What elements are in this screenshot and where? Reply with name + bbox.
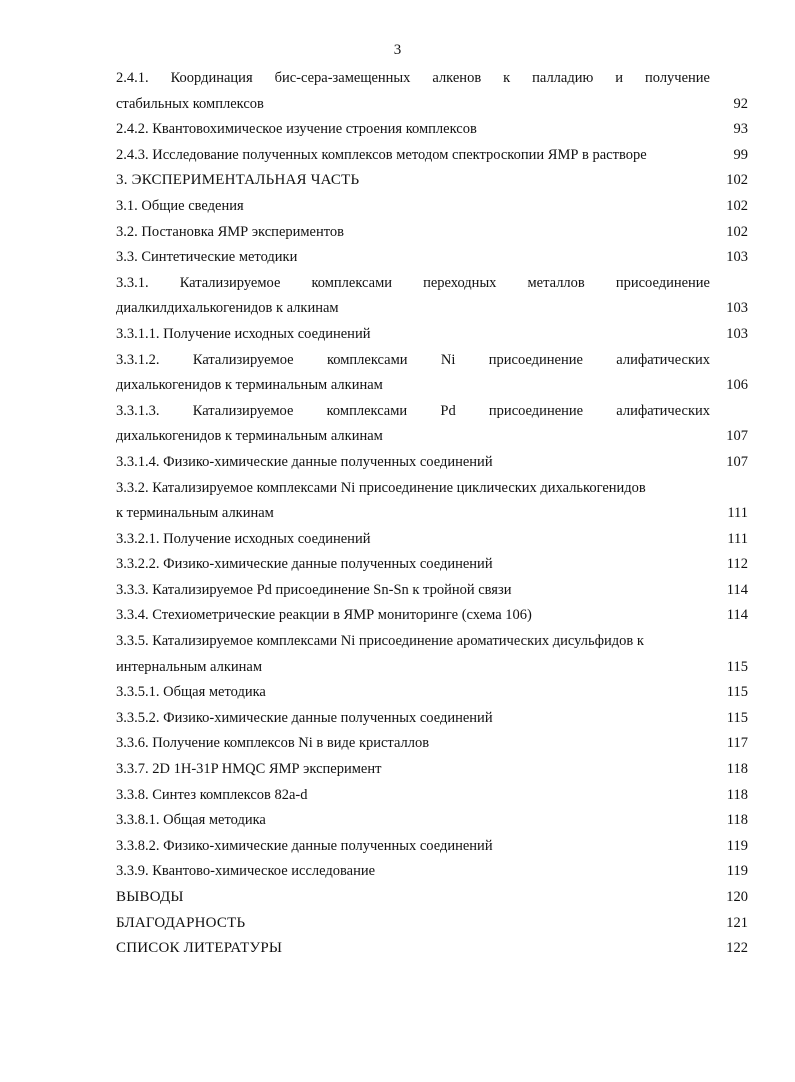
- toc-entry[interactable]: [116, 271, 748, 297]
- toc-entry[interactable]: [116, 296, 748, 322]
- toc-entry[interactable]: [116, 322, 748, 348]
- toc-entry-page: 115: [726, 709, 748, 726]
- toc-entry-text: дихалькогенидов к терминальным алкинам: [116, 377, 383, 394]
- toc-entry[interactable]: [116, 680, 748, 706]
- toc-entry[interactable]: [116, 476, 748, 502]
- toc-entry[interactable]: [116, 936, 748, 962]
- toc-entry-text: интернальным алкинам: [116, 658, 262, 675]
- toc-entry[interactable]: [116, 629, 748, 655]
- toc-entry[interactable]: [116, 655, 748, 681]
- toc-entry[interactable]: [116, 143, 748, 169]
- toc-entry-page: 102: [726, 172, 748, 189]
- toc-entry-page: 112: [726, 556, 748, 573]
- toc-entry[interactable]: [116, 603, 748, 629]
- toc-entry[interactable]: [116, 424, 748, 450]
- toc-entry-page: 103: [726, 325, 748, 342]
- toc-entry-page: 103: [726, 300, 748, 317]
- toc-entry-text: 3.3.2. Катализируемое комплексами Ni присоединение циклических дихалькогенидов: [116, 479, 646, 496]
- toc-entry-page: 122: [726, 940, 748, 957]
- toc-entry[interactable]: [116, 373, 748, 399]
- toc-entry-page: 111: [727, 530, 748, 547]
- toc-entry-text: 2.4.1. Координация бис-сера-замещенных алкенов к палладию и получение: [116, 70, 710, 86]
- toc-entry-page: 114: [726, 607, 748, 624]
- toc-entry-text: 3.3.8. Синтез комплексов 82a-d: [116, 786, 308, 803]
- toc-entry[interactable]: [116, 399, 748, 425]
- toc-entry[interactable]: [116, 66, 748, 92]
- toc-entry-page: 118: [726, 761, 748, 778]
- toc-entry-page: 111: [727, 505, 748, 522]
- toc-entry-text: 2.4.3. Исследование полученных комплексов методом спектроскопии ЯМР в растворе: [116, 146, 647, 163]
- toc-entry-page: 102: [726, 223, 748, 240]
- toc-entry-page: 117: [726, 735, 748, 752]
- toc-entry-page: 119: [726, 837, 748, 854]
- toc-entry-text: 3.3.6. Получение комплексов Ni в виде кристаллов: [116, 735, 430, 752]
- toc-entry[interactable]: [116, 834, 748, 860]
- toc-entry-text: 3.3.1.1. Получение исходных соединений: [116, 325, 371, 342]
- toc-entry-text: 3.3.9. Квантово-химическое исследование: [116, 863, 376, 880]
- toc-entry-page: 118: [726, 812, 748, 829]
- toc-entry[interactable]: [116, 783, 748, 809]
- toc-entry-text: 3.1. Общие сведения: [116, 197, 244, 214]
- toc-entry-text: 3. ЭКСПЕРИМЕНТАЛЬНАЯ ЧАСТЬ: [116, 172, 360, 189]
- toc-entry-text: 3.3.3. Катализируемое Pd присоединение Sn-Sn к тройной связи: [116, 581, 512, 598]
- toc-entry-text: 3.3.1.4. Физико-химические данные полученных соединений: [116, 453, 493, 470]
- toc-entry-page: 103: [726, 249, 748, 266]
- toc-entry-page: 118: [726, 786, 748, 803]
- toc-entry[interactable]: [116, 911, 748, 937]
- toc-entry-text: 3.3.7. 2D 1H-31P HMQC ЯМР эксперимент: [116, 761, 382, 778]
- toc-entry-text: 3.3. Синтетические методики: [116, 249, 298, 266]
- toc-entry-text: 2.4.2. Квантовохимическое изучение строения комплексов: [116, 121, 477, 138]
- table-of-contents: [116, 66, 748, 962]
- toc-entry[interactable]: [116, 578, 748, 604]
- toc-entry-page: 107: [726, 453, 748, 470]
- toc-entry-text: 3.3.5. Катализируемое комплексами Ni присоединение ароматических дисульфидов к: [116, 633, 644, 650]
- toc-entry[interactable]: [116, 527, 748, 553]
- toc-entry-text: 3.3.8.1. Общая методика: [116, 812, 266, 829]
- toc-entry-text: 3.2. Постановка ЯМР экспериментов: [116, 223, 344, 240]
- toc-entry-text: 3.3.2.1. Получение исходных соединений: [116, 530, 371, 547]
- page-number: 3: [393, 42, 402, 58]
- toc-entry[interactable]: [116, 859, 748, 885]
- toc-entry[interactable]: [116, 117, 748, 143]
- toc-entry[interactable]: [116, 220, 748, 246]
- toc-entry[interactable]: [116, 808, 748, 834]
- toc-entry-page: 93: [733, 121, 748, 138]
- toc-entry-page: 114: [726, 581, 748, 598]
- toc-entry-page: 121: [726, 914, 748, 931]
- toc-entry-text: 3.3.5.1. Общая методика: [116, 684, 266, 701]
- toc-entry-text: БЛАГОДАРНОСТЬ: [116, 914, 246, 931]
- toc-entry[interactable]: [116, 194, 748, 220]
- toc-entry-page: 99: [733, 146, 748, 163]
- toc-entry[interactable]: [116, 757, 748, 783]
- toc-entry-text: 3.3.1.3. Катализируемое комплексами Pd присоединение алифатических: [116, 402, 710, 419]
- toc-entry-text: СПИСОК ЛИТЕРАТУРЫ: [116, 940, 283, 957]
- toc-entry[interactable]: [116, 348, 748, 374]
- toc-entry-page: 92: [733, 95, 748, 112]
- toc-entry[interactable]: [116, 706, 748, 732]
- toc-entry[interactable]: [116, 245, 748, 271]
- toc-entry[interactable]: [116, 552, 748, 578]
- toc-entry-text: 3.3.2.2. Физико-химические данные полученных соединений: [116, 556, 493, 573]
- toc-entry-text: дихалькогенидов к терминальным алкинам: [116, 428, 383, 445]
- toc-entry-page: 115: [726, 684, 748, 701]
- toc-entry-page: 102: [726, 197, 748, 214]
- toc-entry-text: 3.3.4. Стехиометрические реакции в ЯМР мониторинге (схема 106): [116, 607, 532, 624]
- toc-entry[interactable]: [116, 92, 748, 118]
- toc-entry[interactable]: [116, 501, 748, 527]
- toc-entry-page: 119: [726, 863, 748, 880]
- toc-entry-page: 106: [726, 377, 748, 394]
- toc-entry-page: 115: [726, 658, 748, 675]
- toc-entry-page: 120: [726, 889, 748, 905]
- toc-entry-text: 3.3.1.2. Катализируемое комплексами Ni присоединение алифатических: [116, 351, 710, 368]
- toc-entry[interactable]: [116, 168, 748, 194]
- toc-entry[interactable]: [116, 450, 748, 476]
- toc-entry-text: к терминальным алкинам: [116, 505, 274, 522]
- toc-entry-text: ВЫВОДЫ: [116, 889, 184, 905]
- toc-entry-text: диалкилдихалькогенидов к алкинам: [116, 300, 339, 317]
- toc-entry-text: стабильных комплексов: [116, 95, 264, 112]
- toc-entry[interactable]: [116, 885, 748, 911]
- toc-entry-text: 3.3.5.2. Физико-химические данные полученных соединений: [116, 709, 493, 726]
- toc-entry-page: 107: [726, 428, 748, 445]
- toc-entry-text: 3.3.1. Катализируемое комплексами переходных металлов присоединение: [116, 274, 710, 291]
- toc-entry-text: 3.3.8.2. Физико-химические данные полученных соединений: [116, 837, 493, 854]
- toc-entry[interactable]: [116, 731, 748, 757]
